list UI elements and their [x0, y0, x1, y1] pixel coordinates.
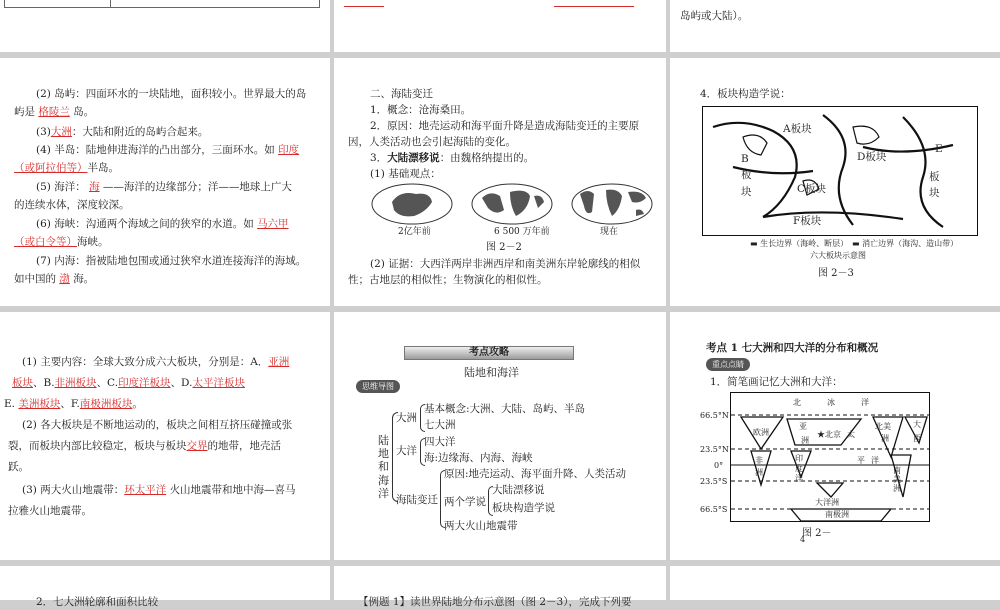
label-atlantic-2: 西 — [913, 434, 921, 443]
label-samerica: 南美洲 — [893, 466, 901, 493]
section-heading: 二、海陆变迁 — [370, 88, 433, 100]
figure-caption: 图 2－3 — [818, 268, 854, 279]
answer-india: 印度 — [278, 144, 300, 156]
strait-line-1: (6) 海峡：沟通两个海域之间的狭窄的水道。如 马六甲 — [36, 218, 289, 230]
xueshuo-item-2: 板块构造学说 — [492, 502, 555, 514]
plates-line-1: (1) 主要内容：全球大致分成六大板块，分别是：A．亚洲 — [22, 356, 290, 368]
plate-label-e: E — [935, 143, 943, 155]
ocean-line-2: 的连续水体，深度较深。 — [14, 199, 130, 211]
answer-bering: （或白令等） — [14, 236, 77, 248]
legend-growth: ▬ 生长边界（海岭、断层） — [750, 239, 849, 248]
page-number: 4 — [800, 535, 806, 544]
lat-23n: 23.5°N — [700, 445, 729, 454]
slide-3-text: 岛屿或大陆）。 — [680, 10, 749, 22]
slide-1[interactable] — [0, 0, 330, 52]
slide-2[interactable] — [334, 0, 666, 52]
plate-label-f: F板块 — [793, 215, 822, 227]
drift-line: 3．大陆漂移说：由魏格纳提出的。 — [370, 152, 535, 164]
globe-label-2: 6 500 万年前 — [494, 227, 550, 237]
slide-6[interactable] — [670, 58, 1000, 306]
figure-caption: 图 2－ — [802, 528, 832, 539]
label-asia-1: 亚 — [799, 422, 807, 431]
xueshuo-item-1: 大陆漂移说 — [492, 484, 545, 496]
dazhou-item-1: 基本概念:大洲、大陆、岛屿、半岛 — [424, 403, 586, 415]
haibian-item-1: 原因:地壳运动、海平面升降、人类活动 — [444, 468, 627, 480]
legend-subduction: ▬ 消亡边界（海沟、造山带） — [852, 239, 959, 248]
label-arctic: 洋 — [861, 398, 869, 407]
label-tai: 太 — [847, 430, 855, 439]
label-oceania: 大洋洲 — [815, 498, 839, 507]
slide-3[interactable] — [670, 0, 1000, 52]
root-node: 陆地和海洋 — [378, 434, 389, 500]
basic-view-line: (1) 基础观点： — [370, 168, 441, 180]
slide-11-text: 【例题 1】读世界陆地分布示意图（图 2－3），完成下列要 — [358, 596, 632, 608]
table-divider — [110, 0, 111, 8]
slide-7[interactable] — [0, 312, 330, 560]
label-beijing: ★北京 — [817, 430, 841, 439]
node-haibian: 海陆变迁 — [396, 494, 438, 506]
map-small-caption: 六大板块示意图 — [810, 251, 866, 260]
table-fragment — [4, 0, 320, 8]
plates-line-5: 裂，而板块内部比较稳定，板块与板块交界的地带，地壳活 — [8, 440, 281, 452]
mindmap-badge: 思维导图 — [356, 380, 400, 393]
answer-arabia: （或阿拉伯等） — [14, 162, 88, 174]
label-ice: 冰 — [827, 398, 835, 407]
mindmap-title: 陆地和海洋 — [464, 366, 519, 379]
answer-indian: 印度洋板块 — [118, 377, 171, 389]
label-namerica-1: 北美 — [875, 422, 891, 431]
globe-label-3: 现在 — [600, 227, 619, 237]
continents-sketch — [730, 392, 930, 522]
island-line-2: 屿是 格陵兰 岛。 — [14, 106, 95, 118]
node-dazhou: 大洲 — [396, 412, 417, 424]
answer-greenland: 格陵兰 — [38, 106, 70, 118]
plate-label-b: B板块 — [741, 153, 752, 198]
label-europe: 欧洲 — [753, 428, 769, 437]
peninsula-line-2: （或阿拉伯等）半岛。 — [14, 162, 119, 174]
answer-line — [554, 6, 634, 7]
reason-line-2: 因，人类活动也会引起海陆的变化。 — [348, 136, 516, 148]
label-indian-2: 度 — [795, 464, 803, 473]
haibian-item-2: 两个学说 — [444, 496, 486, 508]
plates-line-2: 板块、B.非洲板块、C.印度洋板块、D.太平洋板块 — [12, 377, 245, 389]
dazhou-item-2: 七大洲 — [424, 419, 456, 431]
label-namerica-2: 洲 — [881, 434, 889, 443]
answer-africa: 非洲板块 — [54, 377, 97, 389]
label-pacific-2: 洋 — [871, 456, 879, 465]
evidence-line-1: (2) 证据：大西洋两岸非洲西岸和南美洲东岸轮廓线的相似 — [370, 258, 641, 270]
globe-65m-icon — [472, 184, 552, 224]
label-asia-2: 洲 — [801, 436, 809, 445]
label-north: 北 — [793, 398, 801, 407]
slide-10-text: 2．七大洲轮廓和面积比较 — [36, 596, 159, 608]
label-antarctica: 南极洲 — [825, 510, 849, 519]
lat-66s: 66.5°S — [700, 505, 728, 514]
dayang-item-2: 海:边缘海、内海、海峡 — [424, 452, 533, 464]
plate-theory-heading: 4．板块构造学说： — [700, 88, 791, 100]
lat-0: 0° — [714, 461, 724, 470]
continent-line: (3)大洲：大陆和附近的岛屿合起来。 — [36, 126, 209, 138]
island-line-1: (2) 岛屿：四面环水的一块陆地，面积较小。世界最大的岛 — [36, 88, 307, 100]
globe-now-icon — [572, 184, 652, 224]
slide-12[interactable] — [670, 566, 1000, 600]
kaodian-heading: 考点 1 七大洲和四大洋的分布和概况 — [706, 342, 879, 354]
answer-malacca: 马六甲 — [257, 218, 289, 230]
label-pacific-1: 平 — [857, 456, 865, 465]
plates-line-7: (3) 两大火山地震带：环太平洋 火山地震带和地中海—喜马 — [22, 484, 296, 496]
lat-66n: 66.5°N — [700, 411, 729, 420]
label-africa-1: 非 — [755, 456, 763, 465]
reason-line-1: 2．原因：地壳运动和海平面升降是造成海陆变迁的主要原 — [370, 120, 640, 132]
answer-boundary: 交界 — [186, 440, 208, 452]
plates-line-6: 跃。 — [8, 461, 29, 473]
slide-5[interactable] — [334, 58, 666, 306]
inland-sea-line-2: 如中国的 渤 海。 — [14, 273, 95, 285]
peninsula-line-1: (4) 半岛：陆地伸进海洋的凸出部分，三面环水。如 印度 — [36, 144, 300, 156]
plate-label-c: C板块 — [797, 183, 827, 195]
answer-antarctic: 南极洲板块 — [79, 398, 133, 410]
dayang-item-1: 四大洋 — [424, 436, 456, 448]
globe-200m-icon — [372, 184, 452, 224]
slide-11[interactable] — [334, 566, 666, 608]
slide-9[interactable] — [670, 312, 1000, 560]
plates-line-8: 拉雅火山地震带。 — [8, 505, 92, 517]
answer-pacific: 太平洋板块 — [192, 377, 245, 389]
slide-8[interactable] — [334, 312, 666, 560]
concept-line: 1．概念：沧海桑田。 — [370, 104, 472, 116]
label-atlantic-1: 大 — [913, 420, 921, 429]
sketch-line: 1．简笔画记忆大洲和大洋： — [710, 376, 843, 388]
answer-dazhou: 大洲 — [50, 126, 72, 138]
answer-pacific-ring: 环太平洋 — [124, 484, 167, 496]
lat-23s: 23.5°S — [700, 477, 728, 486]
plate-label-e2: 板块 — [929, 171, 940, 200]
plate-map — [702, 106, 978, 236]
ocean-line-1: (5) 海洋： 海 ——海洋的边缘部分；洋——地球上广大 — [36, 181, 292, 193]
plates-line-3: E. 美洲板块、F.南极洲板块。 — [4, 398, 143, 410]
inland-sea-line-1: (7) 内海：指被陆地包围或通过狭窄水道连接海洋的海域。 — [36, 255, 307, 267]
plate-label-a: A板块 — [783, 123, 812, 135]
plates-line-4: (2) 各大板块是不断地运动的，板块之间相互挤压碰撞或张 — [22, 419, 293, 431]
slide-10[interactable] — [0, 566, 330, 608]
slide-4[interactable] — [0, 58, 330, 306]
plate-label-d: D板块 — [857, 151, 887, 163]
answer-bohai: 渤 — [59, 273, 70, 285]
label-indian-3: 洋 — [795, 474, 803, 483]
figure-caption: 图 2－2 — [486, 242, 522, 253]
haibian-item-3: 两大火山地震带 — [444, 520, 518, 532]
answer-asia: 亚洲 — [268, 356, 290, 368]
label-indian-1: 印 — [795, 454, 803, 463]
label-africa-2: 洲 — [755, 468, 763, 477]
kaodian-ribbon: 考点攻略 — [404, 346, 574, 360]
key-points-badge: 重点点睛 — [706, 358, 750, 371]
globe-label-1: 2亿年前 — [398, 227, 431, 237]
answer-line — [344, 6, 384, 7]
node-dayang: 大洋 — [396, 445, 417, 457]
answer-america: 美洲板块 — [18, 398, 61, 410]
evidence-line-2: 性；古地层的相似性；生物演化的相似性。 — [348, 274, 548, 286]
answer-sea: 海 — [89, 181, 100, 193]
strait-line-2: （或白令等）海峡。 — [14, 236, 109, 248]
